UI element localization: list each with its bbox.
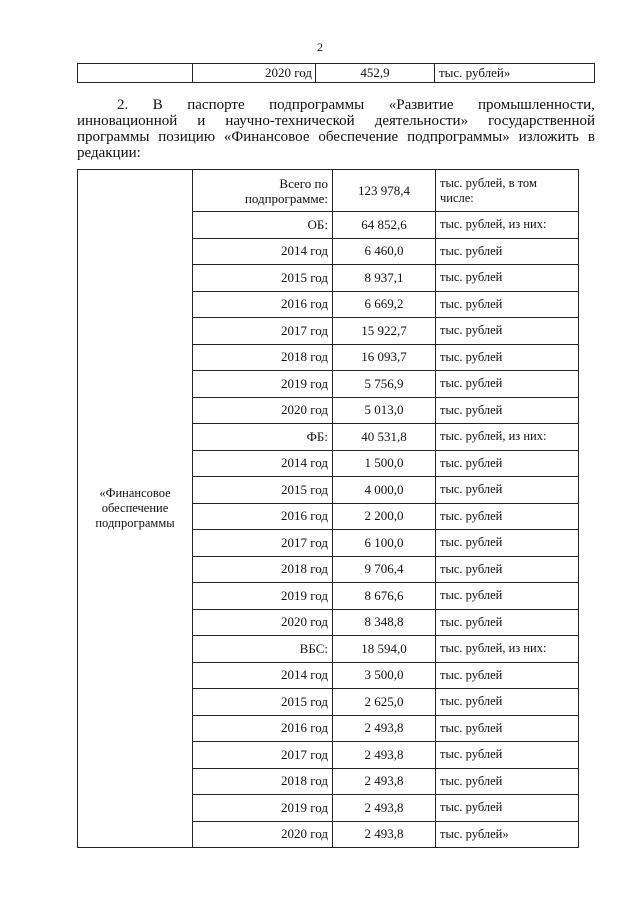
table-cell-unit: тыс. рублей: [436, 530, 579, 557]
table-cell-value: 2 493,8: [333, 795, 436, 822]
table-cell-unit: [436, 170, 579, 212]
table-cell-unit: тыс. рублей: [436, 291, 579, 318]
table-cell-value: 3 500,0: [333, 662, 436, 689]
table-cell-year: 2020 год: [193, 609, 333, 636]
table-cell-value: 2 493,8: [333, 742, 436, 769]
table-cell-unit: тыс. рублей: [436, 397, 579, 424]
table-cell-value: 16 093,7: [333, 344, 436, 371]
table-cell-unit: тыс. рублей: [436, 344, 579, 371]
table-cell-year: 2016 год: [193, 291, 333, 318]
table-cell-year: 2014 год: [193, 238, 333, 265]
table-row: [78, 64, 595, 83]
table-cell-unit: тыс. рублей: [436, 450, 579, 477]
paragraph-word: деятельности»: [374, 113, 469, 129]
table-cell-value: 1 500,0: [333, 450, 436, 477]
table-cell-year: 2014 год: [193, 662, 333, 689]
table-cell-value: 6 460,0: [333, 238, 436, 265]
table-cell-unit: тыс. рублей: [436, 583, 579, 610]
paragraph-word: редакции:: [77, 145, 141, 161]
table-cell-year: 2017 год: [193, 318, 333, 345]
table-cell-value: 2 200,0: [333, 503, 436, 530]
table-cell-value: 5 756,9: [333, 371, 436, 398]
table-cell-unit: тыс. рублей»: [436, 821, 579, 848]
paragraph-word: программы: [77, 129, 150, 145]
table-cell-value: 2 625,0: [333, 689, 436, 716]
table-cell-unit: тыс. рублей: [436, 318, 579, 345]
table-cell-value: 15 922,7: [333, 318, 436, 345]
table-cell-unit: тыс. рублей: [436, 371, 579, 398]
table-cell-unit: тыс. рублей: [436, 689, 579, 716]
table-cell-value: 4 000,0: [333, 477, 436, 504]
table-cell-year: ВБС:: [193, 636, 333, 663]
paragraph-word: подпрограммы: [269, 97, 365, 113]
table-cell-value: 2 493,8: [333, 715, 436, 742]
table-cell-year: 2017 год: [193, 530, 333, 557]
table-cell-value: 123 978,4: [333, 170, 436, 212]
table-cell-empty: [78, 64, 193, 83]
paragraph-line: [77, 145, 595, 161]
paragraph-line: [77, 129, 595, 145]
table-label-cell: «Финансовое обеспечение подпрограммы: [78, 170, 193, 848]
paragraph-word: в: [587, 129, 595, 145]
paragraph-word: инновационной: [77, 113, 178, 129]
paragraph-word: позицию: [158, 129, 216, 145]
table-cell-year: 2018 год: [193, 344, 333, 371]
table-cell-year: 2019 год: [193, 795, 333, 822]
table-cell-unit: тыс. рублей, из них:: [436, 212, 579, 239]
previous-table-tail: [77, 63, 595, 83]
paragraph-word: государственной: [488, 113, 595, 129]
table-cell-year: 2020 год: [193, 821, 333, 848]
table-cell-year: 2018 год: [193, 556, 333, 583]
table-cell-unit: тыс. рублей, из них:: [436, 636, 579, 663]
table-cell-value: 8 348,8: [333, 609, 436, 636]
financing-table: [77, 169, 579, 848]
table-cell-value: 9 706,4: [333, 556, 436, 583]
table-cell-year: 2020 год: [193, 397, 333, 424]
paragraph-word: научно-технической: [225, 113, 355, 129]
table-row-total: [78, 170, 579, 212]
table-cell-value: 6 100,0: [333, 530, 436, 557]
table-cell-unit: тыс. рублей: [436, 477, 579, 504]
table-cell-value: 18 594,0: [333, 636, 436, 663]
table-cell-value: 452,9: [316, 64, 435, 83]
table-cell-value: 40 531,8: [333, 424, 436, 451]
table-cell-unit: тыс. рублей: [436, 768, 579, 795]
table-cell-unit: тыс. рублей: [436, 503, 579, 530]
table-cell-year: 2018 год: [193, 768, 333, 795]
table-cell-unit: тыс. рублей: [436, 662, 579, 689]
paragraph-word: подпрограммы»: [407, 129, 510, 145]
amendment-paragraph: [77, 97, 595, 161]
table-cell-year: 2014 год: [193, 450, 333, 477]
table-cell-year: 2019 год: [193, 371, 333, 398]
table-cell-unit: тыс. рублей: [436, 265, 579, 292]
paragraph-word: промышленности,: [478, 97, 595, 113]
total-label-line: подпрограмме:: [244, 190, 328, 206]
table-cell-value: 6 669,2: [333, 291, 436, 318]
table-cell-unit: тыс. рублей: [436, 742, 579, 769]
table-cell-year: 2015 год: [193, 689, 333, 716]
paragraph-word: «Развитие: [388, 97, 454, 113]
table-cell-unit: тыс. рублей»: [435, 64, 595, 83]
table-cell-year: 2016 год: [193, 715, 333, 742]
table-cell-value: 8 676,6: [333, 583, 436, 610]
unit-line: тыс. рублей, в том: [440, 175, 537, 190]
table-cell-value: 8 937,1: [333, 265, 436, 292]
table-cell-unit: тыс. рублей: [436, 609, 579, 636]
page-number: 2: [317, 40, 323, 54]
unit-line: числе:: [440, 190, 474, 205]
table-cell-unit: тыс. рублей: [436, 238, 579, 265]
paragraph-word: паспорте: [187, 97, 245, 113]
table-cell-unit: тыс. рублей: [436, 795, 579, 822]
table-cell-year: 2017 год: [193, 742, 333, 769]
paragraph-word: и: [197, 113, 206, 129]
table-cell-year: 2015 год: [193, 477, 333, 504]
paragraph-word: 2.: [117, 97, 129, 113]
paragraph-word: обеспечение: [318, 129, 399, 145]
paragraph-word: «Финансовое: [223, 129, 310, 145]
table-cell-year: ОБ:: [193, 212, 333, 239]
table-cell-unit: тыс. рублей: [436, 715, 579, 742]
table-cell-unit: тыс. рублей: [436, 556, 579, 583]
paragraph-line: [77, 97, 595, 113]
table-cell-value: 2 493,8: [333, 768, 436, 795]
paragraph-line: [77, 113, 595, 129]
table-cell-unit: тыс. рублей, из них:: [436, 424, 579, 451]
total-label-line: Всего по: [279, 175, 328, 191]
table-cell-year: 2020 год: [193, 64, 316, 83]
paragraph-word: В: [152, 97, 163, 113]
table-cell-year: ФБ:: [193, 424, 333, 451]
table-cell-value: 2 493,8: [333, 821, 436, 848]
table-cell-year: [193, 170, 333, 212]
table-cell-year: 2015 год: [193, 265, 333, 292]
table-cell-value: 64 852,6: [333, 212, 436, 239]
table-cell-value: 5 013,0: [333, 397, 436, 424]
paragraph-word: изложить: [518, 129, 579, 145]
table-cell-year: 2019 год: [193, 583, 333, 610]
table-cell-year: 2016 год: [193, 503, 333, 530]
